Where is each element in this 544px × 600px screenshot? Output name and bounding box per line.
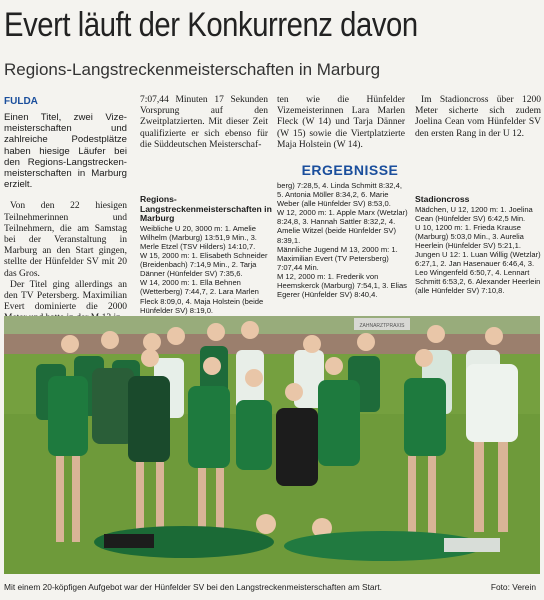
result-line: berg) 7:28,5, 4. Linda Schmitt 8:32,4, 5. Antonia Möller 8:34,2, 6. Marie Weber (alle Hünfelder SV) 8:53,0. [277, 181, 402, 209]
subheadline: Regions-Langstreckenmeisterschaften in Marburg [4, 60, 381, 79]
results-column-1 [140, 195, 272, 333]
result-line: W 14, 2000 m: 1. Ella Behnen (Wetterberg) 7:44,7, 2. Lara Marlen Fleck 8:09,0, 4. Maja Holstein (beide Hünfelder SV) 8:19,0. [140, 278, 264, 315]
results-column-2 [277, 181, 408, 299]
results-title: ERGEBNISSE [301, 162, 399, 178]
result-line: U 10, 1200 m: 1. Frieda Krause (Marburg) 5:03,0 Min., 3. Aurelia Heerlein (Hünfelder SV) 5:21,1. [415, 222, 524, 250]
team-photo [4, 316, 540, 574]
article-column-1 [4, 112, 127, 325]
results-column-3 [415, 195, 541, 296]
result-line: Jungen U 12: 1. Luan Willig (Wetzlar) 6:27,1, 2. Jan Hasenauer 6:46,4, 3. Leo Wingenfeld 6:50,7, 4. Lennart Schmitt 6:53,2, 6. Alexander Heerlein (alle Hünfelder SV) 7:10,8. [415, 250, 541, 296]
result-line: Weibliche U 20, 3000 m: 1. Amelie Wilhelm (Marburg) 13:51,9 Min., 3. Merle Etzel (TSV Hilders) 14:10,7. [140, 223, 257, 251]
headline: Evert läuft der Konkurrenz davon [4, 6, 418, 44]
article-column-3 [277, 95, 405, 151]
photo-caption: Mit einem 20-köpfigen Aufgebot war der Hünfelder SV bei den Langstreckenmeisterschaften am Start. [4, 582, 383, 592]
article-paragraph: 7:07,44 Minuten 17 Sekunden Vorsprung auf den Zweitplatzierten. Mit dieser Zeit qualifizierte er sich ebenso für die Süddeutschen Meisterschaf- [140, 95, 268, 150]
result-line: W 12, 2000 m: 1. Apple Marx (Wetzlar) 8:24,8, 3. Hannah Sattler 8:32,2, 4. Amelie Witzel (beide Hünfelder SV) 8:39,1. [277, 208, 408, 245]
article-intro: Einen Titel, zwei Vize-meisterschaften und zahlreiche Podestplätze haben hiesige Läufer bei den Regions-Langstrecken-meisterschaften in Marburg erzielt. [4, 112, 127, 191]
result-line: Mädchen, U 12, 1200 m: 1. Joelina Cean (Hünfelder SV) 6:42,5 Min. [415, 204, 533, 223]
article-paragraph: ten wie die Hünfelder Vizemeisterinnen Lara Marlen Fleck (W 14) und Tarja Dänner (W 15) sowie die Viertplatzierte Maja Holstein (W 14). [277, 95, 405, 150]
result-line: M 12, 2000 m: 1. Frederik von Heemskerck (Marburg) 7:54,1, 3. Elias Egerer (Hünfelder SV) 8:40,4. [277, 271, 407, 300]
photo-sign: ZAHNARZTPRAXIS [359, 323, 405, 329]
result-line: W 15, 2000 m: 1. Elisabeth Schneider (Breidenbach) 7:14,9 Min., 2. Tarja Dänner (Hünfelder SV) 7:35,6. [140, 251, 268, 279]
photo-credit: Foto: Verein [490, 582, 536, 592]
article-paragraph: Von den 22 hiesigen Teilnehmerinnen und Teilnehmern, die am Samstag bei der Veranstaltung in Marburg an den Start gingen, stellte der Hünfelder SV mit 20 das Gros. [4, 201, 127, 279]
result-line: Männliche Jugend M 13, 2000 m: 1. Maximilian Evert (TV Petersberg) 7:07,44 Min. [277, 244, 398, 272]
dateline: FULDA [4, 96, 38, 107]
article-paragraph: Im Stadioncross über 1200 Meter sicherte sich zudem Joelina Cean vom Hünfelder SV den ersten Rang in der U 12. [415, 95, 541, 139]
article-column-2 [140, 95, 268, 151]
article-column-4 [415, 95, 541, 140]
results-heading: Regions-Langstreckenmeisterschaften in Marburg [140, 194, 272, 224]
article-paragraph: Der Titel ging allerdings an den TV Petersberg. Maximilian Evert dominierte die 2000 [4, 279, 127, 313]
results-heading: Stadioncross [415, 194, 470, 204]
